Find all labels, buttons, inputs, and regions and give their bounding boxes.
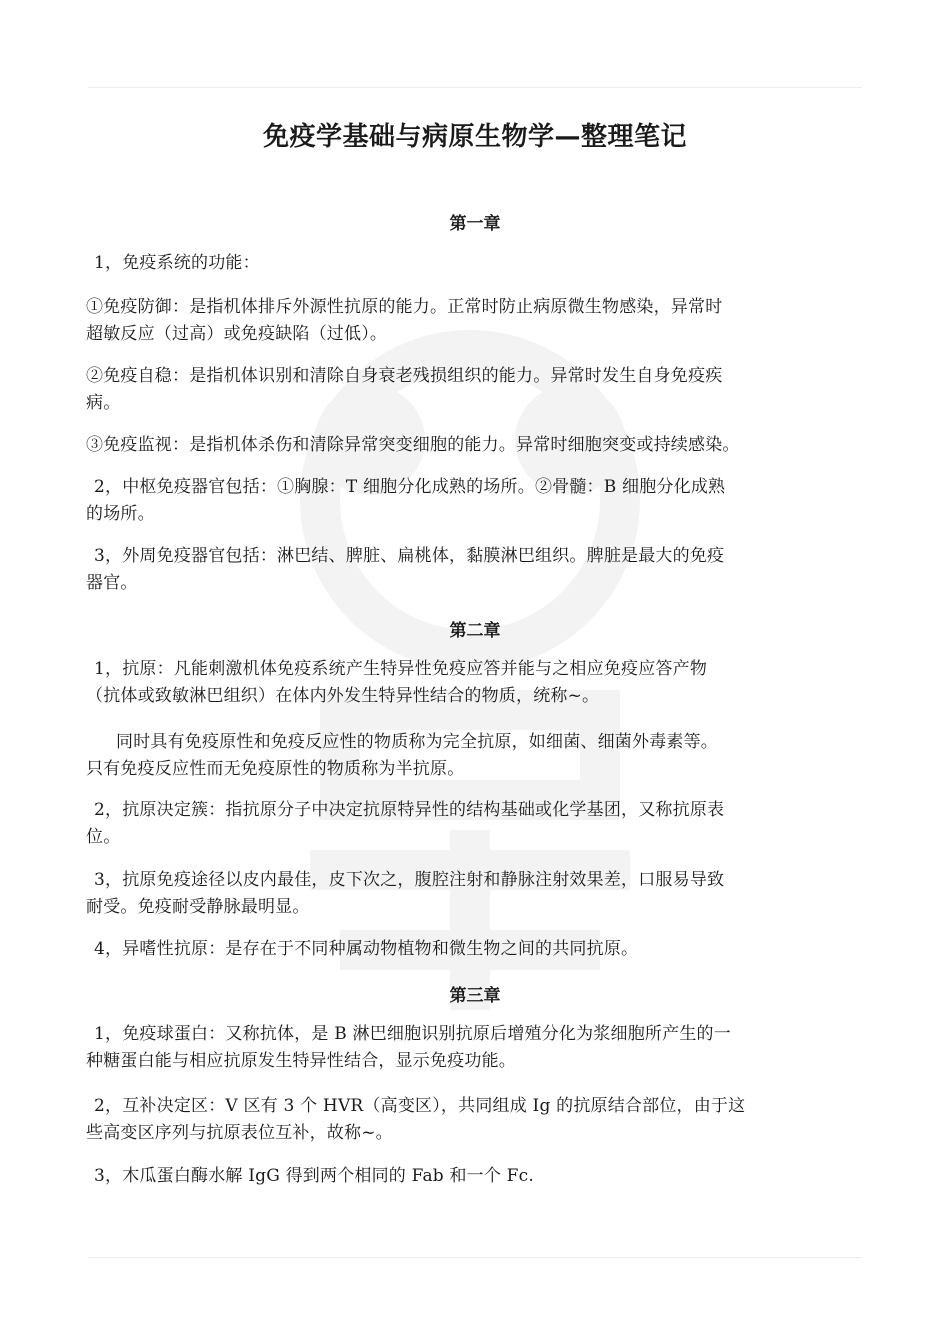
paragraph: 2，抗原决定簇：指抗原分子中决定抗原特异性的结构基础或化学基团，又称抗原表 位。 xyxy=(86,800,725,847)
paragraph: 2，中枢免疫器官包括：①胸腺：T 细胞分化成熟的场所。②骨髓：B 细胞分化成熟 的场所。 xyxy=(86,477,726,524)
paragraph: 2，互补决定区：V 区有 3 个 HVR（高变区），共同组成 Ig 的抗原结合部位，由于这 些高变区序列与抗原表位互补，故称~。 xyxy=(86,1096,746,1143)
paragraph: 1，免疫系统的功能： xyxy=(94,253,260,273)
paragraph: 3，外周免疫器官包括：淋巴结、脾脏、扁桃体，黏膜淋巴组织。脾脏是最大的免疫 器官。 xyxy=(86,546,725,593)
paragraph: 3，木瓜蛋白酶水解 IgG 得到两个相同的 Fab 和一个 Fc. xyxy=(94,1166,534,1186)
paragraph: 1，抗原：凡能刺激机体免疫系统产生特异性免疫应答并能与之相应免疫应答产物 （抗体或致敏淋巴组织）在体内外发生特异性结合的物质，统称~。 xyxy=(86,659,708,706)
chapter-heading: 第三章 xyxy=(449,986,501,1006)
header-rule xyxy=(88,87,862,88)
paragraph: 3，抗原免疫途径以皮内最佳，皮下次之，腹腔注射和静脉注射效果差，口服易导致 耐受。免疫耐受静脉最明显。 xyxy=(86,870,725,917)
paragraph: 4，异嗜性抗原：是存在于不同种属动物植物和微生物之间的共同抗原。 xyxy=(94,939,639,959)
chapter-heading: 第二章 xyxy=(449,621,501,641)
document-title: 免疫学基础与病原生物学—整理笔记 xyxy=(262,122,687,152)
footer-rule xyxy=(88,1257,862,1258)
paragraph: 1，免疫球蛋白：又称抗体，是 B 淋巴细胞识别抗原后增殖分化为浆细胞所产生的一 种糖蛋白能与相应抗原发生特异性结合，显示免疫功能。 xyxy=(86,1024,731,1071)
paragraph: ③免疫监视：是指机体杀伤和清除异常突变细胞的能力。异常时细胞突变或持续感染。 xyxy=(86,435,740,455)
paragraph: 同时具有免疫原性和免疫反应性的物质称为完全抗原，如细菌、细菌外毒素等。 只有免疫反应性而无免疫原性的物质称为半抗原。 xyxy=(86,732,718,779)
chapter-heading: 第一章 xyxy=(449,214,501,234)
paragraph: ①免疫防御：是指机体排斥外源性抗原的能力。正常时防止病原微生物感染，异常时 超敏反应（过高）或免疫缺陷（过低）。 xyxy=(86,297,723,344)
paragraph: ②免疫自稳：是指机体识别和清除自身衰老残损组织的能力。异常时发生自身免疫疾 病。 xyxy=(86,366,723,413)
